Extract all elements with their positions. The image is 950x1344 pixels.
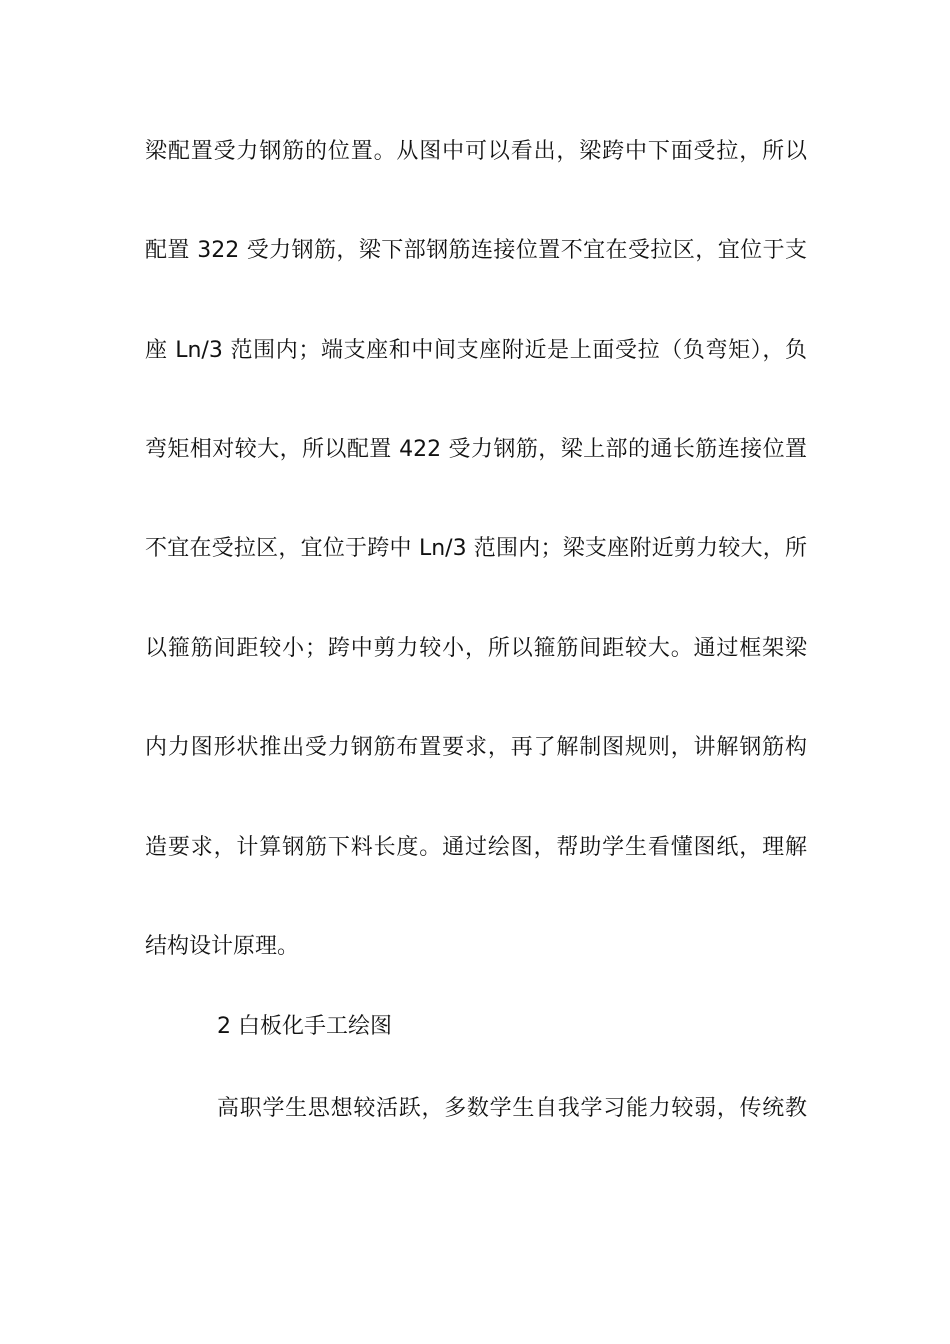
paragraph-line: 结构设计原理。 xyxy=(145,934,300,959)
paragraph-line: 造要求，计算钢筋下料长度。通过绘图，帮助学生看懂图纸，理解 xyxy=(145,835,807,860)
paragraph-line: 不宜在受拉区，宜位于跨中 Ln/3 范围内；梁支座附近剪力较大，所 xyxy=(145,536,807,561)
paragraph-line: 以箍筋间距较小；跨中剪力较小，所以箍筋间距较大。通过框架梁 xyxy=(145,636,807,661)
paragraph-line: 弯矩相对较大，所以配置 422 受力钢筋，梁上部的通长筋连接位置 xyxy=(145,437,807,462)
paragraph-line: 配置 322 受力钢筋，梁下部钢筋连接位置不宜在受拉区，宜位于支 xyxy=(145,238,807,263)
paragraph-line: 座 Ln/3 范围内；端支座和中间支座附近是上面受拉（负弯矩），负 xyxy=(145,338,807,363)
paragraph-line: 内力图形状推出受力钢筋布置要求，再了解制图规则，讲解钢筋构 xyxy=(145,735,807,760)
paragraph-line: 梁配置受力钢筋的位置。从图中可以看出，梁跨中下面受拉，所以 xyxy=(145,139,807,164)
paragraph-line: 高职学生思想较活跃，多数学生自我学习能力较弱，传统教 xyxy=(217,1096,807,1121)
section-heading: 2 白板化手工绘图 xyxy=(217,1014,392,1039)
